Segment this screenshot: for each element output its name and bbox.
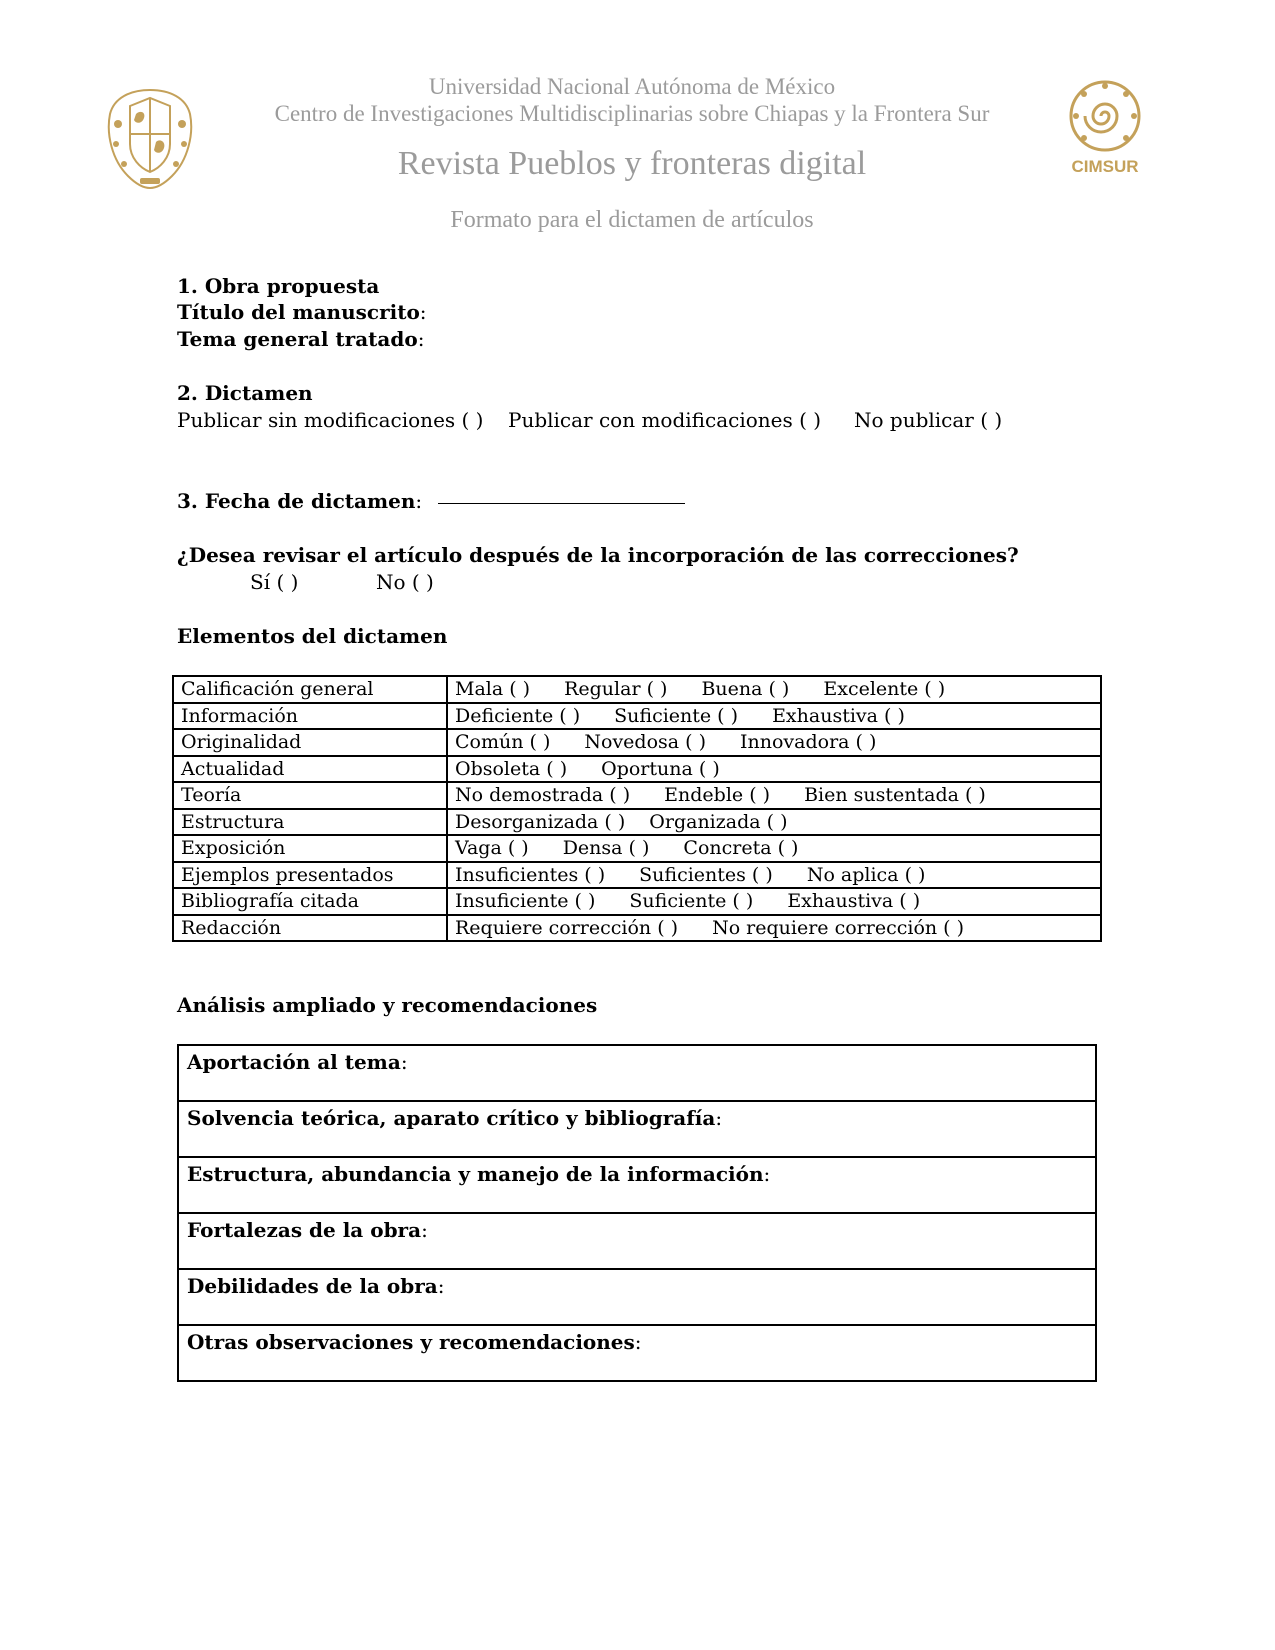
analysis-field-other[interactable] [178, 1325, 1096, 1381]
research-center-name: Centro de Investigaciones Multidisciplinarias sobre Chiapas y la Frontera Sur [274, 101, 990, 126]
option-do-not-publish[interactable]: No publicar ( ) [854, 408, 1003, 432]
colon: : [415, 489, 423, 513]
criterion-cell: Exposición [173, 835, 447, 862]
review-date-field [177, 488, 422, 514]
criterion-cell: Información [173, 703, 447, 730]
colon: : [437, 1274, 445, 1298]
table-row [173, 676, 1101, 703]
review-date-line[interactable] [438, 503, 685, 504]
analisis-heading: Análisis ampliado y recomendaciones [177, 993, 598, 1017]
section-obra-heading: 1. Obra propuesta [177, 274, 380, 298]
rating-option[interactable]: Exhaustiva ( ) [787, 890, 921, 913]
elementos-table [172, 675, 1102, 942]
table-row [178, 1213, 1096, 1269]
section-dictamen-heading: 2. Dictamen [177, 381, 313, 405]
university-name: Universidad Nacional Autónoma de México [428, 74, 836, 99]
analysis-label: Debilidades de la obra [187, 1274, 438, 1298]
rating-option[interactable]: Insuficientes ( ) [455, 863, 606, 886]
criterion-cell: Teoría [173, 782, 447, 809]
rating-option[interactable]: Excelente ( ) [823, 678, 946, 701]
table-row [178, 1325, 1096, 1381]
general-topic-field [177, 326, 424, 352]
table-row [173, 888, 1101, 915]
rating-option[interactable]: Desorganizada ( ) [455, 810, 626, 833]
review-again-question: ¿Desea revisar el artículo después de la incorporación de las correcciones? [177, 543, 1019, 567]
colon: : [400, 1050, 408, 1074]
criterion-cell: Redacción [173, 915, 447, 942]
table-row [173, 809, 1101, 836]
rating-option[interactable]: No aplica ( ) [806, 863, 926, 886]
rating-option[interactable]: Oportuna ( ) [601, 757, 720, 780]
criterion-cell: Originalidad [173, 729, 447, 756]
review-date-label: 3. Fecha de dictamen [177, 489, 416, 513]
analysis-field-weaknesses[interactable] [178, 1269, 1096, 1325]
rating-option[interactable]: Densa ( ) [562, 837, 650, 860]
general-topic-label: Tema general tratado [177, 327, 418, 351]
rating-option[interactable]: Organizada ( ) [649, 810, 788, 833]
rating-option[interactable]: Suficiente ( ) [614, 704, 739, 727]
options-cell [447, 676, 1101, 703]
options-cell [447, 809, 1101, 836]
rating-option[interactable]: Suficientes ( ) [639, 863, 773, 886]
table-row [173, 915, 1101, 942]
options-cell [447, 915, 1101, 942]
rating-option[interactable]: Deficiente ( ) [455, 704, 581, 727]
table-row [178, 1045, 1096, 1101]
table-row [173, 782, 1101, 809]
rating-option[interactable]: Endeble ( ) [664, 784, 771, 807]
criterion-cell: Calificación general [173, 676, 447, 703]
colon: : [421, 1218, 428, 1242]
rating-option[interactable]: No demostrada ( ) [455, 784, 631, 807]
analysis-label: Otras observaciones y recomendaciones [187, 1330, 635, 1354]
unam-seal-icon [100, 84, 200, 190]
criterion-cell: Bibliografía citada [173, 888, 447, 915]
cimsur-logo [1064, 78, 1146, 182]
analisis-table [177, 1044, 1097, 1382]
option-no[interactable]: No ( ) [376, 570, 434, 594]
journal-title: Revista Pueblos y fronteras digital [397, 145, 867, 182]
table-row [173, 729, 1101, 756]
options-cell [447, 703, 1101, 730]
elementos-heading: Elementos del dictamen [177, 624, 448, 648]
analysis-label: Aportación al tema [187, 1050, 401, 1074]
criterion-cell: Actualidad [173, 756, 447, 783]
rating-option[interactable]: Regular ( ) [564, 678, 668, 701]
form-title: Formato para el dictamen de artículos [450, 207, 814, 233]
table-row [173, 862, 1101, 889]
colon: : [634, 1330, 642, 1354]
table-row [173, 835, 1101, 862]
rating-option[interactable]: Buena ( ) [701, 678, 790, 701]
rating-option[interactable]: Exhaustiva ( ) [772, 704, 905, 727]
colon: : [417, 327, 425, 351]
table-row [178, 1157, 1096, 1213]
rating-option[interactable]: Insuficiente ( ) [455, 890, 596, 913]
rating-option[interactable]: Vaga ( ) [455, 837, 529, 860]
manuscript-title-field [177, 299, 427, 325]
options-cell [447, 782, 1101, 809]
options-cell [447, 729, 1101, 756]
rating-option[interactable]: Novedosa ( ) [584, 731, 707, 754]
rating-option[interactable]: Suficiente ( ) [629, 890, 754, 913]
rating-option[interactable]: Innovadora ( ) [740, 731, 877, 754]
criterion-cell: Estructura [173, 809, 447, 836]
rating-option[interactable]: Bien sustentada ( ) [804, 784, 986, 807]
analysis-label: Solvencia teórica, aparato crítico y bibliografía [187, 1106, 716, 1130]
rating-option[interactable]: Común ( ) [455, 731, 551, 754]
rating-option[interactable]: No requiere corrección ( ) [712, 916, 965, 939]
options-cell [447, 756, 1101, 783]
option-yes[interactable]: Sí ( ) [250, 570, 299, 594]
table-row [178, 1269, 1096, 1325]
rating-option[interactable]: Obsoleta ( ) [455, 757, 568, 780]
table-row [178, 1101, 1096, 1157]
option-publish-with-changes[interactable]: Publicar con modificaciones ( ) [508, 408, 822, 432]
analysis-field-structure[interactable] [178, 1157, 1096, 1213]
options-cell [447, 888, 1101, 915]
criterion-cell: Ejemplos presentados [173, 862, 447, 889]
cimsur-logo-text: CIMSUR [1071, 157, 1139, 176]
analysis-label: Estructura, abundancia y manejo de la información [187, 1162, 764, 1186]
manuscript-title-label: Título del manuscrito [177, 300, 420, 324]
analysis-field-theory[interactable] [178, 1101, 1096, 1157]
options-cell [447, 835, 1101, 862]
analysis-field-strengths[interactable] [178, 1213, 1096, 1269]
rating-option[interactable]: Requiere corrección ( ) [455, 916, 679, 939]
analysis-field-contribution[interactable] [178, 1045, 1096, 1101]
colon: : [419, 300, 427, 324]
colon: : [715, 1106, 723, 1130]
colon: : [763, 1162, 771, 1186]
options-cell [447, 862, 1101, 889]
table-row [173, 756, 1101, 783]
rating-option[interactable]: Mala ( ) [455, 678, 531, 701]
rating-option[interactable]: Concreta ( ) [683, 837, 799, 860]
analysis-label: Fortalezas de la obra [187, 1218, 422, 1242]
option-publish-without-changes[interactable]: Publicar sin modificaciones ( ) [177, 408, 484, 432]
table-row [173, 703, 1101, 730]
